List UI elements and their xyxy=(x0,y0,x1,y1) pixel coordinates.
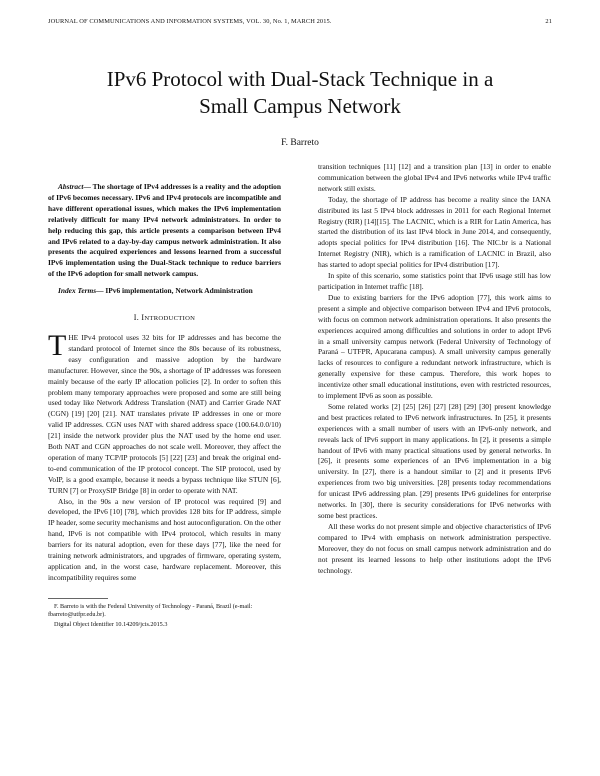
section-numeral: I. xyxy=(133,313,140,323)
right-paragraph-0: transition techniques [11] [12] and a transition plan [13] in order to enable communication between the global IPv4 and IPv6 networks while IPv4 traffic network still exists. xyxy=(318,162,551,193)
intro-paragraph-2: Also, in the 90s a new version of IP protocol was required [9] and developed, the IPv6 [10] [78], which provides 128 bits for IP address, simple IP header, some security mechanisms and host autoconfiguration. On the other hand, IPv6 is not compatible with IPv4 protocol, which results in many barriers for its natural adoption, even for these days [77], like the need for training network administrators, and upgrades of firmware, operating system, application and, in the worst case, hardware replacement. Moreover, this incompatibility requires some xyxy=(48,496,281,582)
abstract-lead: Abstract xyxy=(58,182,84,191)
abstract-text: — The shortage of IPv4 addresses is a reality and the adoption of IPv6 becomes necessary. IPv6 and IPv4 protocols are incompatible and have different operational issues, which makes the IPv6 implementation relatively difficult for many IPv4 network administrators. In order to help reducing this gap, this article presents a comparison between IPv4 and IPv6 related to a day-by-day campus network administration. It also presents the acquired experiences and lessons learned from a successful IPv6 implementation using the Dual-Stack technique to reduce barriers of the IPv6 adoption for small network campus. xyxy=(48,182,281,279)
author-footnote: F. Barreto is with the Federal University of Technology - Paraná, Brazil (e-mail: fbarreto@utfpr.edu.br). xyxy=(48,602,253,619)
paper-title xyxy=(0,66,600,120)
running-header xyxy=(48,18,552,25)
author: F. Barreto xyxy=(281,138,319,148)
journal-header: JOURNAL OF COMMUNICATIONS AND INFORMATION SYSTEMS, VOL. 30, No. 1, MARCH 2015. xyxy=(48,18,332,25)
right-paragraph-4: Some related works [2] [25] [26] [27] [28] [29] [30] present knowledge and best practices related to IPv6 network infrastructures. In [25], it presents experiences with a small number of users with an IPv6-only network, and reveals lack of IPv6 support in many applications. In [2], it presents a simple handout of IPv6 with many practical situations used by general networks. In [26], it presents some experiences of an IPv6 implementation in a big university. In [27], there is a handout similar to [2] and it presents IPv6 experiences from two big universities. [28] presents today recommendations for unicast IPv6 addressing plan. [29] presents IPv6 guidelines for enterprise networks. In [30], there is security considerations for IPv6 networks with some best practices. xyxy=(318,401,551,520)
footnote-divider xyxy=(48,598,108,599)
title-line-1: IPv6 Protocol with Dual-Stack Technique in a xyxy=(106,67,494,91)
index-terms-text: — IPv6 implementation, Network Administration xyxy=(96,286,253,296)
right-paragraph-5: All these works do not present simple and objective characteristics of IPv6 compared to IPv4 with emphasis on network administration perspective. Moreover, they do not focus on small campus network administration and do not present its learned lessons to help other institutions adopt the IPv6 technology. xyxy=(318,521,551,575)
page-number: 21 xyxy=(545,18,552,25)
index-terms-lead: Index Terms xyxy=(58,286,97,296)
section-title-rest: NTRODUCTION xyxy=(144,315,196,323)
index-terms xyxy=(48,286,281,297)
intro-paragraph-1 xyxy=(48,328,281,497)
section-heading-introduction xyxy=(48,313,281,325)
section-title-initial: I xyxy=(141,313,145,323)
left-column xyxy=(48,182,281,629)
title-line-2: Small Campus Network xyxy=(199,94,401,118)
intro-paragraph-1-text: HE IPv4 protocol uses 32 bits for IP addresses and has become the standard protocol of Internet since the 80s because of its robustness, easy configuration and massive adoption by the hardware manufacturer. However, since the 90s, a shortage of IP addresses was foreseen mainly because of the early IP allocation policies [2]. In order to soften this problem many temporary approaches were proposed and some are still being used today like Network Address Translation (NAT) and Carrier Grade NAT (CGN) [19] [20] [21]. NAT translates private IP addresses in one or more valid IP addresses. CGN uses NAT with shared address space (100.64.0.0/10) [21] inside the network provider plus the NAT used by the home end user. Both NAT and CGN approaches do not scale well. Moreover, they affect the operation of many TCP/IP protocols [5] [22] [23] and break the original end-to-end communication of the IP protocol concept. The SIP protocol, used by VoIP, is a good example, because it needs a bypass technique like STUN [6], TURN [7] or ProxySIP Bridge [8] in order to operate with NAT. xyxy=(48,332,281,495)
drop-cap: T xyxy=(48,328,67,362)
abstract xyxy=(48,182,281,280)
right-paragraph-3: Due to existing barriers for the IPv6 adoption [77], this work aims to present a simple and objective comparison between IPv4 and IPv6 protocols, with focus on common network administration operations. It also presents the experiences acquired among difficulties and solutions in order to adopt IPv6 in a small university campus network (Federal University of Technology of Paraná – UTFPR, Apucarana campus). A small university campus generally lacks of resources to configure a redundant network infrastructure, which is generally expensive for these campus. Therefore, this work hopes to incentivize other small educational institutions, even with restricted resources, to implement IPv6 as soon as possible. xyxy=(318,292,551,401)
right-paragraph-2: In spite of this scenario, some statistics point that IPv6 usage still has low participation in Internet traffic [18]. xyxy=(318,271,551,291)
doi: Digital Object Identifier 10.14209/jcis.2015.3 xyxy=(54,620,168,628)
right-column xyxy=(318,162,551,576)
right-paragraph-1: Today, the shortage of IP address has become a reality since the IANA distributed its last 5 IPv4 block addresses in 2011 for each Regional Internet Registry (RIR) [14][15]. The LACNIC, which is a RIR for Latin America, has started the distribution of its last IPv4 block in June 2014, and consequently, adopts special politics for IPv4 distribution [16]. The NIC.br is a National Internet Registry (NIR), which is a ramification of LACNIC in Brazil, also has started to adopt special politics for IPv4 distribution [17]. xyxy=(318,194,551,270)
